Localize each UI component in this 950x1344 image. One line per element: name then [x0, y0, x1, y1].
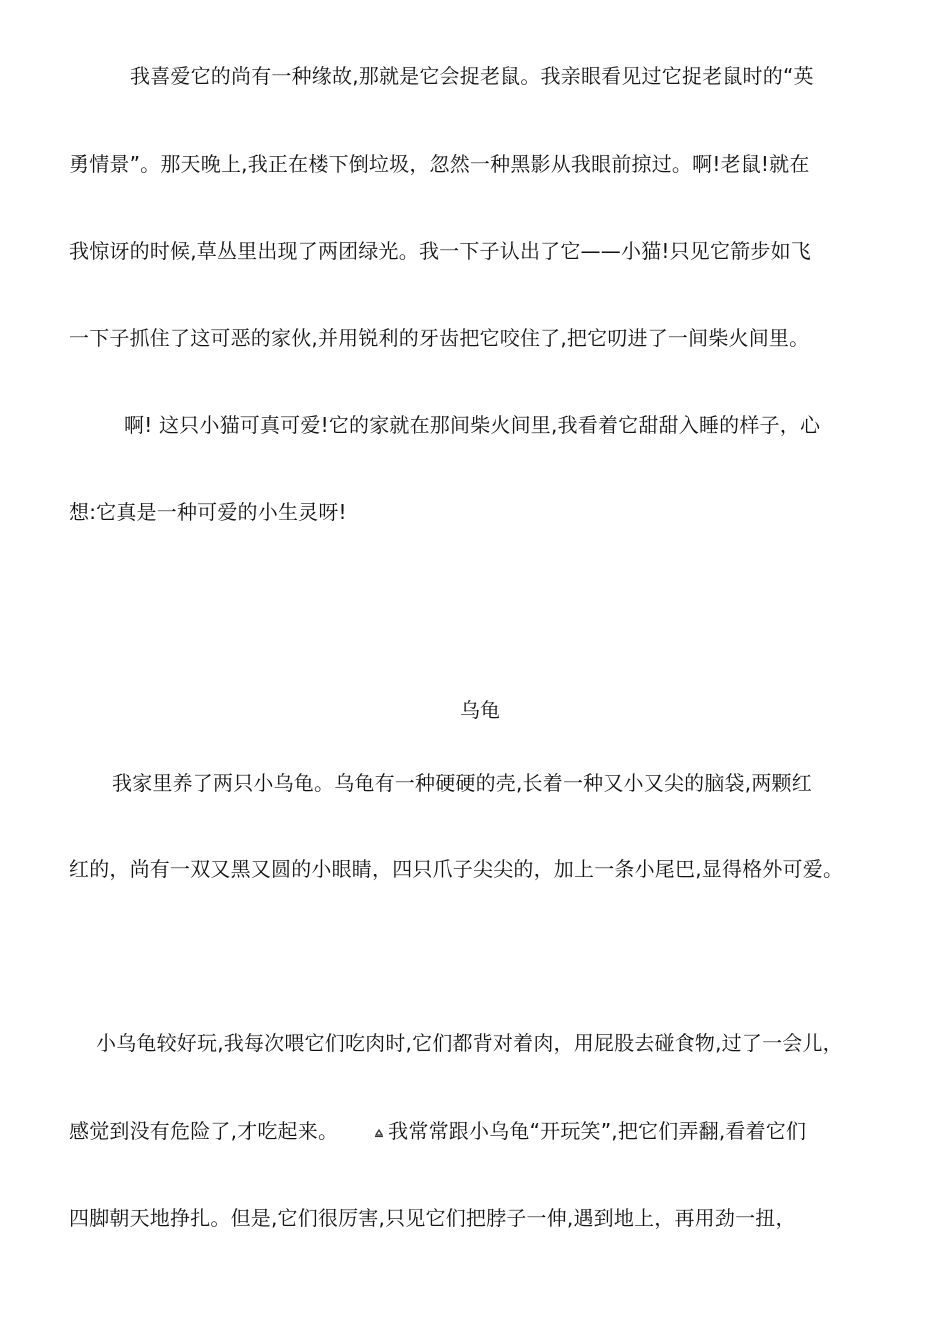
paragraph-1-line-3: 我惊讶的时候,草丛里出现了两团绿光。我一下子认出了它——小猫!只见它箭步如飞	[69, 239, 811, 263]
paragraph-4-line-2-text: 感觉到没有危险了,才吃起来。	[69, 1119, 339, 1143]
anchor-mark-icon	[374, 1128, 384, 1138]
paragraph-3-line-2: 红的，尚有一双又黑又圆的小眼睛，四只爪子尖尖的，加上一条小尾巴,显得格外可爱。	[69, 857, 844, 881]
paragraph-2-line-2: 想:它真是一种可爱的小生灵呀!	[69, 500, 347, 524]
paragraph-1-line-2: 勇情景”。那天晚上,我正在楼下倒垃圾，忽然一种黑影从我眼前掠过。啊!老鼠!就在	[69, 152, 810, 176]
paragraph-3-line-1: 我家里养了两只小乌龟。乌龟有一种硬硬的壳,长着一种又小又尖的脑袋,两颗红	[112, 771, 812, 795]
section-title: 乌龟	[460, 698, 500, 722]
paragraph-1-line-4: 一下子抓住了这可恶的家伙,并用锐利的牙齿把它咬住了,把它叨进了一间柴火间里。	[69, 326, 810, 350]
paragraph-4-line-1: 小乌龟较好玩,我每次喂它们吃肉时,它们都背对着肉，用屁股去碰食物,过了一会儿，	[96, 1031, 843, 1055]
paragraph-2-line-1: 啊! 这只小猫可真可爱!它的家就在那间柴火间里,我看着它甜甜入睡的样子，心	[124, 413, 821, 437]
paragraph-4-line-2	[69, 1119, 806, 1143]
paragraph-4-line-3: 四脚朝天地挣扎。但是,它们很厉害,只见它们把脖子一伸,遇到地上，再用劲一扭，	[69, 1206, 796, 1230]
paragraph-1-line-1: 我喜爱它的尚有一种缘故,那就是它会捉老鼠。我亲眼看见过它捉老鼠时的“英	[130, 64, 814, 88]
paragraph-4-line-2b-text: 我常常跟小乌龟“开玩笑”,把它们弄翻,看着它们	[388, 1119, 807, 1143]
